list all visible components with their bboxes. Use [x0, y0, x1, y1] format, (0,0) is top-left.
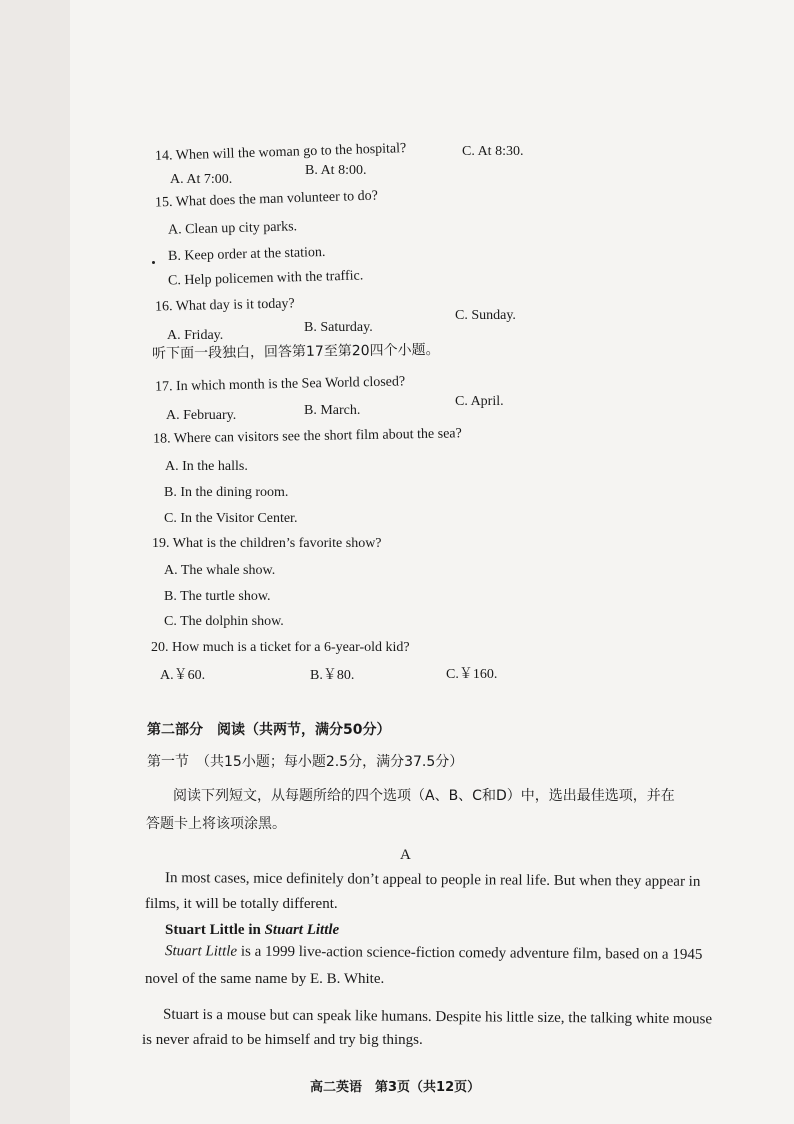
question-16-option-a: A. Friday. [167, 328, 224, 343]
question-14-stem: 14. When will the woman go to the hospital? [154, 141, 407, 164]
monologue-instruction: 听下面一段独白，回答第17至第20四个小题。 [151, 341, 440, 363]
question-19-option-b: B. The turtle show. [164, 589, 271, 604]
question-20-stem: 20. How much is a ticket for a 6-year-old kid? [151, 640, 410, 655]
question-16-stem: 16. What day is it today? [154, 296, 295, 315]
question-14-option-a: A. At 7:00. [170, 172, 233, 187]
question-14-option-c: C. At 8:30. [462, 144, 524, 159]
passage-p1-line2: novel of the same name by E. B. White. [145, 971, 385, 987]
question-19-stem: 19. What is the children’s favorite show? [152, 536, 382, 551]
question-20-option-c: C.￥160. [446, 667, 498, 682]
question-17-stem: 17. In which month is the Sea World closed? [154, 374, 406, 395]
passage-p1-line1 [165, 942, 702, 964]
question-19-option-a: A. The whale show. [164, 563, 276, 578]
question-17-option-c: C. April. [455, 394, 504, 409]
passage-heading [165, 921, 339, 939]
question-16-option-c: C. Sunday. [455, 308, 516, 323]
question-14-option-b: B. At 8:00. [305, 163, 367, 178]
question-15-option-b: B. Keep order at the station. [167, 244, 326, 265]
question-15-option-c: C. Help policemen with the traffic. [167, 268, 364, 289]
section-one-title: 第一节 （共15小题；每小题2.5分，满分37.5分） [147, 754, 464, 770]
passage-heading-prefix: Stuart Little in [165, 922, 265, 938]
passage-intro-line1: In most cases, mice definitely don’t appeal to people in real life. But when they appear in [164, 870, 701, 890]
question-16-option-b: B. Saturday. [304, 320, 373, 335]
passage-p2-line2: is never afraid to be himself and try big things. [142, 1032, 423, 1048]
passage-p1-line1-text: is a 1999 live-action science-fiction comedy adventure film, based on a 1945 [237, 943, 703, 963]
passage-p1-title: Stuart Little [164, 943, 238, 960]
passage-p2-line1: Stuart is a mouse but can speak like humans. Despite his little size, the talking white mouse [162, 1006, 713, 1028]
question-17-option-a: A. February. [166, 408, 237, 423]
question-18-option-b: B. In the dining room. [164, 485, 289, 500]
question-15-option-a: A. Clean up city parks. [167, 219, 298, 238]
question-15-stem: 15. What does the man volunteer to do? [154, 188, 379, 211]
passage-intro-line2: films, it will be totally different. [145, 896, 338, 912]
question-18-stem: 18. Where can visitors see the short film about the sea? [152, 426, 462, 447]
question-18-option-a: A. In the halls. [165, 459, 248, 474]
question-19-option-c: C. The dolphin show. [164, 614, 284, 629]
question-17-option-b: B. March. [304, 403, 361, 418]
passage-heading-title: Stuart Little [264, 922, 340, 938]
reading-instruction-line1: 阅读下列短文，从每题所给的四个选项（A、B、C和D）中，选出最佳选项，并在 [173, 788, 675, 804]
page-footer: 高二英语 第3页（共12页） [310, 1080, 481, 1095]
passage-label: A [400, 847, 411, 863]
reading-instruction-line2: 答题卡上将该项涂黑。 [146, 816, 286, 832]
stray-mark [152, 261, 155, 264]
part-two-title: 第二部分 阅读（共两节，满分50分） [147, 722, 391, 738]
question-18-option-c: C. In the Visitor Center. [164, 511, 298, 526]
question-20-option-b: B.￥80. [310, 668, 355, 683]
question-20-option-a: A.￥60. [160, 668, 206, 683]
